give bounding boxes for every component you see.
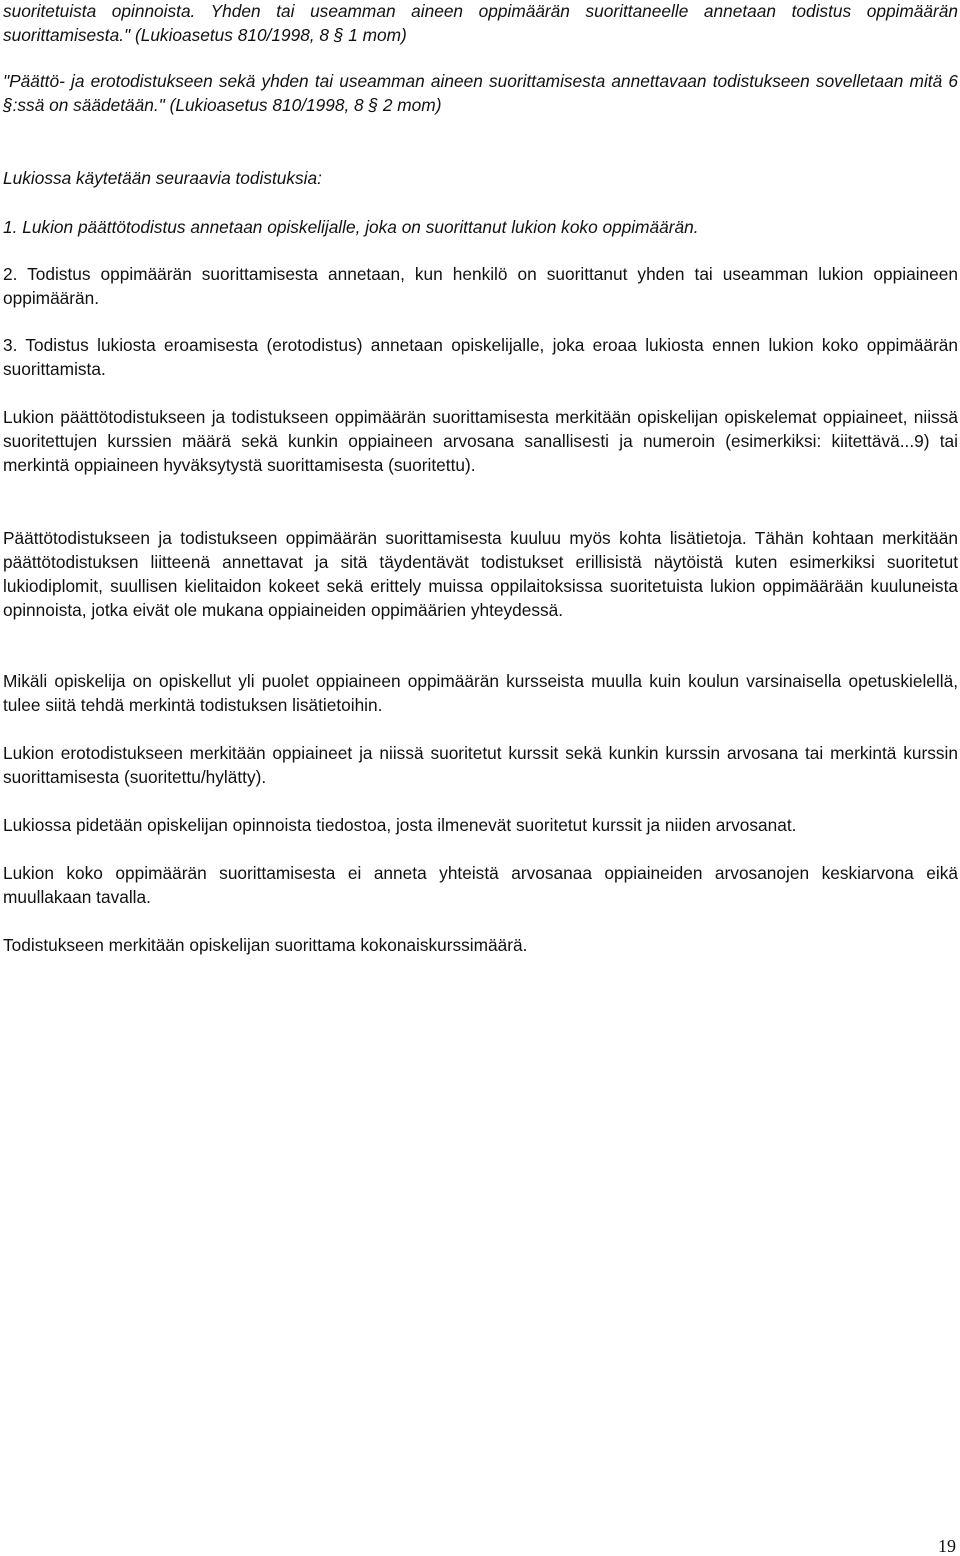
paragraph-decree-section-8-1 bbox=[3, 0, 958, 47]
paragraph-grades bbox=[3, 405, 958, 477]
paragraph-text: Lukion koko oppimäärän suorittamisesta ei anneta yhteistä arvosanaa oppiaineiden arvosanojen keskiarvona eikä muullakaan tavalla. bbox=[3, 863, 958, 907]
paragraph-text: Lukiossa pidetään opiskelijan opinnoista tiedostoa, josta ilmenevät suoritetut kurssit ja niiden arvosanat. bbox=[3, 815, 797, 835]
paragraph-text: Todistukseen merkitään opiskelijan suorittama kokonaiskurssimäärä. bbox=[3, 935, 528, 955]
paragraph-text: "Päättö- ja erotodistukseen sekä yhden tai useamman aineen suorittamisesta annettavaan todistukseen sovelletaan mitä 6 §:ssä on säädetään." (Lukioasetus 810/1998, 8 § 2 mom) bbox=[3, 71, 958, 115]
page-number: 19 bbox=[938, 1536, 956, 1556]
paragraph-text: Mikäli opiskelija on opiskellut yli puolet oppiaineen oppimäärän kursseista muulla kuin koulun varsinaisella opetuskielellä, tulee siitä tehdä merkintä todistuksen lisätietoihin. bbox=[3, 671, 958, 715]
paragraph-decree-section-8-2 bbox=[3, 69, 958, 117]
paragraph-text: 3. Todistus lukiosta eroamisesta (erotodistus) annetaan opiskelijalle, joka eroaa lukiosta ennen lukion koko oppimäärän suorittamista. bbox=[3, 335, 958, 379]
paragraph-text: suoritetuista opinnoista. Yhden tai useamman aineen oppimäärän suorittaneelle annetaan todistus oppimäärän suorittamisesta." (Lukioasetus 810/1998, 8 § 1 mom) bbox=[3, 1, 958, 45]
list-item-2 bbox=[3, 262, 958, 310]
list-item-1 bbox=[3, 215, 958, 239]
paragraph-records bbox=[3, 813, 958, 837]
paragraph-no-average bbox=[3, 861, 958, 909]
paragraph-text: 1. Lukion päättötodistus annetaan opiskelijalle, joka on suorittanut lukion koko oppimäärän. bbox=[3, 217, 699, 237]
paragraph-additional-info bbox=[3, 526, 958, 622]
paragraph-text: Lukion päättötodistukseen ja todistukseen oppimäärän suorittamisesta merkitään opiskelijan opiskelemat oppiaineet, niissä suoritettujen kurssien määrä sekä kunkin oppiaineen arvosana sanallisesti ja numeroin (esimerkiksi: kiitettävä...9) tai merkintä oppiaineen hyväksytystä suorittamisesta (suoritettu). bbox=[3, 407, 958, 475]
paragraph-text: 2. Todistus oppimäärän suorittamisesta annetaan, kun henkilö on suorittanut yhden tai useamman lukion oppiaineen oppimäärän. bbox=[3, 264, 958, 308]
paragraph-text: Lukion erotodistukseen merkitään oppiaineet ja niissä suoritetut kurssit sekä kunkin kurssin arvosana tai merkintä kurssin suorittamisesta (suoritettu/hylätty). bbox=[3, 743, 958, 787]
paragraph-total-courses bbox=[3, 933, 958, 957]
list-item-3 bbox=[3, 333, 958, 381]
paragraph-text: Lukiossa käytetään seuraavia todistuksia: bbox=[3, 168, 322, 188]
certificates-intro bbox=[3, 166, 958, 190]
paragraph-leaving-certificate bbox=[3, 741, 958, 789]
paragraph-text: Päättötodistukseen ja todistukseen oppimäärän suorittamisesta kuuluu myös kohta lisätietoja. Tähän kohtaan merkitään päättötodistuksen liitteenä annettavat ja sitä täydentävät todistukset erillisistä näytöistä kuten esimerkiksi suoritetut lukiodiplomit, suullisen kielitaidon kokeet sekä erittely muissa oppilaitoksissa suoritetuista lukion oppimäärään kuuluneista opinnoista, jotka eivät ole mukana oppiaineiden oppimäärien yhteydessä. bbox=[3, 528, 958, 620]
paragraph-language bbox=[3, 669, 958, 717]
